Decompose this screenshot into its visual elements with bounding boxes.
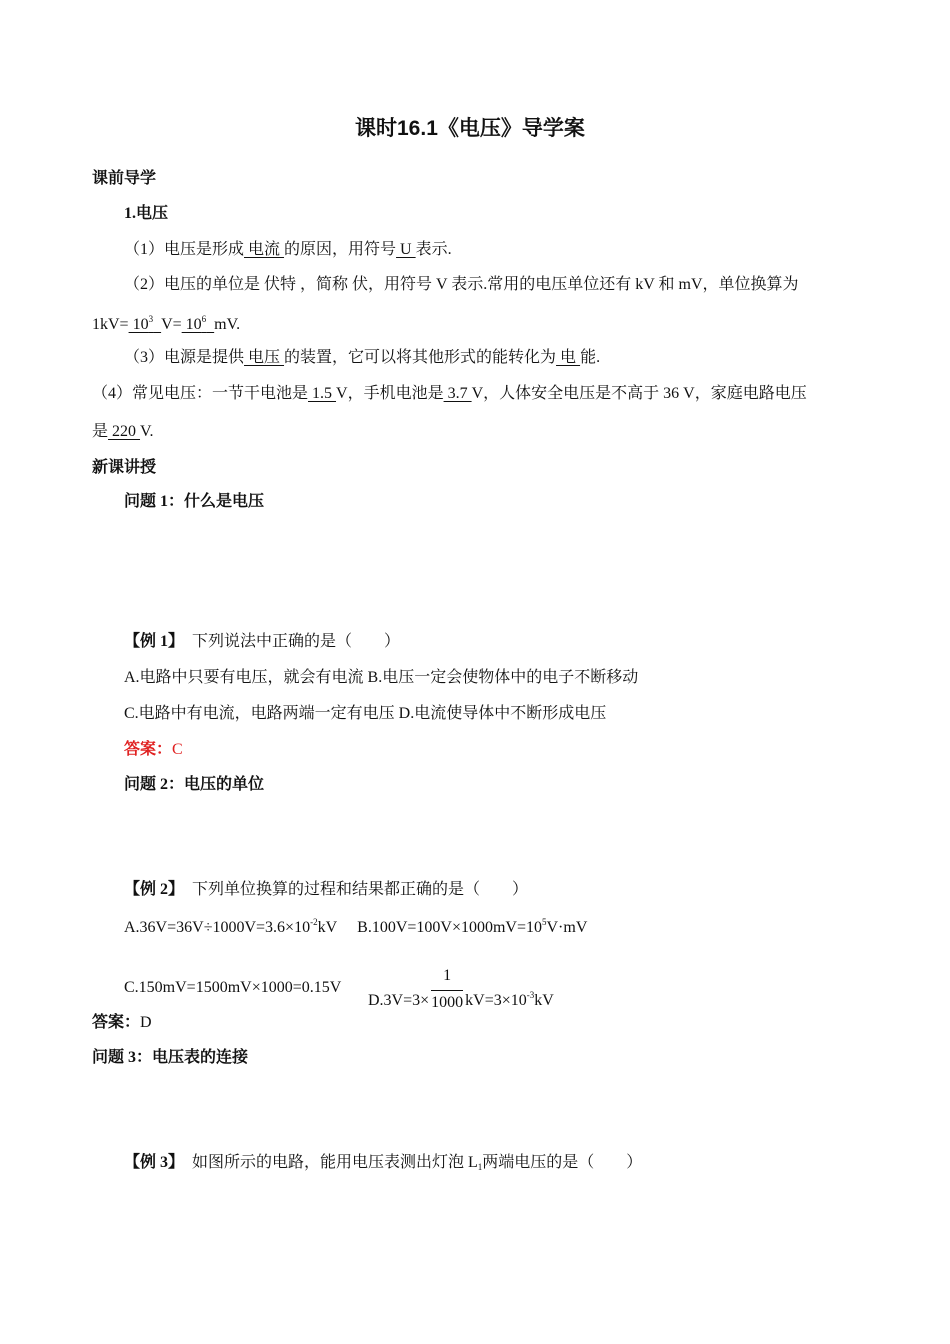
example-2-option-c: C.150mV=1500mV×1000=0.15V bbox=[124, 979, 342, 996]
subheading-voltage: 1.电压 bbox=[124, 205, 169, 222]
example-2-question: 下列单位换算的过程和结果都正确的是（ ） bbox=[192, 881, 529, 898]
q1-text: （1）电压是形成 bbox=[124, 241, 245, 258]
example-2-options-ab bbox=[124, 918, 587, 936]
question-4-line-2 bbox=[92, 424, 154, 440]
q4-text: （4）常见电压：一节干电池是 bbox=[92, 385, 309, 402]
answer-value: D bbox=[140, 1014, 152, 1031]
q4-blank-battery: 1.5 bbox=[308, 385, 337, 402]
answer-value: C bbox=[172, 741, 183, 758]
example-1-question: 下列说法中正确的是（ ） bbox=[192, 633, 401, 650]
example-2-option-d bbox=[368, 967, 554, 1023]
example-1-options-ab: A.电路中只要有电压，就会有电流 B.电压一定会使物体中的电子不断移动 bbox=[124, 669, 639, 686]
example-3-subscript: 1 bbox=[477, 1162, 483, 1172]
option-a-unit: kV bbox=[317, 919, 338, 936]
option-d-text: D.3V=3× bbox=[368, 992, 430, 1010]
page-title: 课时16.1《电压》导学案 bbox=[355, 117, 585, 140]
fraction-numerator: 1 bbox=[431, 968, 463, 991]
q1-blank-symbol: U bbox=[396, 241, 416, 258]
question-4-line-1 bbox=[92, 386, 807, 402]
q3-blank-voltage: 电压 bbox=[244, 349, 285, 366]
q2-blank-mv-base: 10 bbox=[181, 316, 202, 333]
question-3 bbox=[124, 350, 600, 366]
example-3-label: 【例 3】 bbox=[124, 1154, 185, 1171]
q2-blank-kv-base: 10 bbox=[128, 316, 149, 333]
q2-blank-mv bbox=[182, 316, 215, 333]
question-1 bbox=[124, 242, 452, 258]
example-3-question: 如图所示的电路，能用电压表测出灯泡 L bbox=[192, 1154, 478, 1171]
section-heading-pre-study: 课前导学 bbox=[92, 170, 157, 187]
problem-3-heading: 问题 3：电压表的连接 bbox=[92, 1049, 249, 1066]
option-b-exponent: 5 bbox=[542, 917, 547, 927]
section-heading-new-lesson: 新课讲授 bbox=[92, 459, 157, 476]
q2-blank-kv-exponent: 3 bbox=[148, 314, 154, 324]
q4-text: V，手机电池是 bbox=[336, 385, 444, 402]
question-2-line-1: （2）电压的单位是 伏特 ，简称 伏，用符号 V 表示.常用的电压单位还有 kV 和 mV，单位换算为 bbox=[124, 276, 799, 293]
option-a-text: A.36V=36V÷1000V=3.6×10 bbox=[124, 919, 311, 936]
q4-text: V，人体安全电压是不高于 36 V，家庭电路电压 bbox=[471, 385, 807, 402]
example-2-answer bbox=[92, 1015, 152, 1031]
answer-label: 答案： bbox=[92, 1014, 141, 1031]
option-b-text: B.100V=100V×1000mV=10 bbox=[357, 919, 542, 936]
answer-label: 答案： bbox=[124, 741, 173, 758]
q2-text: V= bbox=[161, 316, 182, 333]
q2-text: 1kV= bbox=[92, 316, 129, 333]
example-2-stem bbox=[124, 882, 528, 898]
q4-text: V. bbox=[140, 423, 154, 440]
option-d-unit: kV bbox=[534, 992, 554, 1010]
option-d-text: kV=3×10 bbox=[465, 992, 527, 1010]
problem-2-heading: 问题 2：电压的单位 bbox=[124, 776, 265, 793]
q4-blank-phone: 3.7 bbox=[443, 385, 472, 402]
option-d-exponent: -3 bbox=[526, 990, 535, 1001]
example-1-stem bbox=[124, 634, 400, 650]
q4-text: 是 bbox=[92, 423, 109, 440]
example-1-options-cd: C.电路中有电流，电路两端一定有电压 D.电流使导体中不断形成电压 bbox=[124, 705, 607, 722]
q4-blank-household: 220 bbox=[108, 423, 141, 440]
option-d-fraction bbox=[431, 968, 463, 1011]
q3-text: （3）电源是提供 bbox=[124, 349, 245, 366]
q2-blank-mv-exponent: 6 bbox=[201, 314, 207, 324]
q2-blank-kv bbox=[129, 316, 162, 333]
q3-text: 的装置，它可以将其他形式的能转化为 bbox=[284, 349, 557, 366]
question-2-line-2 bbox=[92, 315, 240, 333]
q1-text: 的原因，用符号 bbox=[284, 241, 397, 258]
example-3-question-end: 两端电压的是（ ） bbox=[482, 1154, 643, 1171]
example-3-stem bbox=[124, 1155, 642, 1172]
example-1-answer bbox=[124, 742, 183, 758]
option-a-exponent: -2 bbox=[310, 917, 318, 927]
q3-blank-electric: 电 bbox=[556, 349, 581, 366]
q1-text: 表示. bbox=[415, 241, 452, 258]
example-2-label: 【例 2】 bbox=[124, 881, 185, 898]
option-b-unit: V·mV bbox=[546, 919, 588, 936]
fraction-denominator: 1000 bbox=[431, 994, 464, 1011]
problem-1-heading: 问题 1：什么是电压 bbox=[124, 493, 265, 510]
q3-text: 能. bbox=[580, 349, 601, 366]
example-1-label: 【例 1】 bbox=[124, 633, 185, 650]
q2-text: mV. bbox=[214, 316, 241, 333]
q1-blank-current: 电流 bbox=[244, 241, 285, 258]
